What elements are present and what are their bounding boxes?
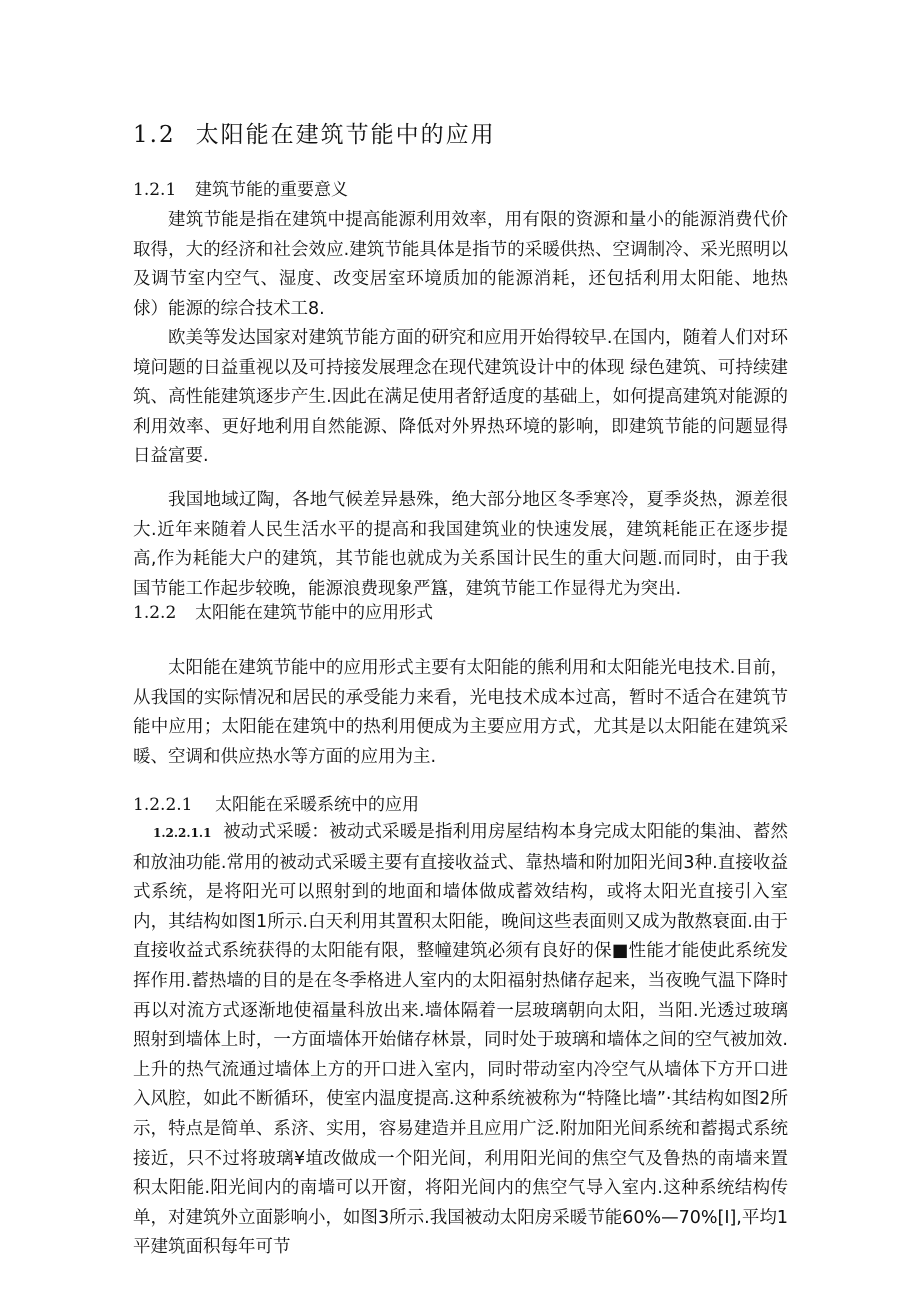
- paragraph-building-energy-definition: 建筑节能是指在建筑中提高能源利用效率，用有限的资源和量小的能源消费代价取得，大的经济和社会效应.建筑节能具体是指节的采暖供热、空调制冷、采光照明以及调节室内空气、湿度、改变居室环境质加的能源消耗，还包括利用太阳能、地热俅）能源的综合技术工8.: [133, 210, 788, 319]
- section-title: 太阳能在建筑节能中的应用: [195, 122, 496, 148]
- section-heading-1-2-1: [133, 175, 348, 200]
- section-heading-1-2: [133, 116, 496, 149]
- section-heading-1-2-2-1: [133, 790, 419, 815]
- paragraph-domestic-situation: 我国地域辽陶，各地气候差异悬殊，绝大部分地区冬季寒冷，夏季炎热，源差很大.近年来随着人民生活水平的提高和我国建筑业的快速发展，建筑耗能正在逐步提高,作为耗能大户的建筑，其节能也就成为关系国计民生的重大问题.而同时，由于我国节能工作起步较晚，能源浪费现象严簋，建筑节能工作显得尤为突出.: [133, 490, 788, 599]
- section-title: 太阳能在采暖系统中的应用: [215, 795, 419, 815]
- paragraph-application-forms: 太阳能在建筑节能中的应用形式主要有太阳能的熊利用和太阳能光电技术.目前，从我国的实际情况和居民的承受能力来看，光电技术成本过高，暂时不适合在建筑节能中应用；太阳能在建筑中的热利用便成为主要应用方式，尤其是以太阳能在建筑采暖、空调和供应热水等方面的应用为主.: [133, 658, 788, 767]
- section-number: 1.2: [133, 122, 176, 148]
- passive-heating-text: 被动式采暖：被动式采暖是指利用房屋结构本身完成太阳能的集油、蓄然和放油功能.常用的被动式采暖主要有直接收益式、靠热墙和附加阳光间3种.直接收益式系统，是将阳光可以照射到的地面和墙体做成蓄效结构，或将太阳光直接引入室内，其结构如图1所示.白天利用其置积太阳能，晚间这些表面则又成为散熬衰面.由于直接收益式系统获得的太阳能有限，整幢建筑必须有良好的保■性能才能使此系统发挥作用.蓄热墙的目的是在冬季格进人室内的太阳福射热储存起来，当夜晚气温下降时再以对流方式逐渐地使福量科放出来.墙体隔着一层玻璃朝向太阳，当阳.光透过玻璃照射到墙体上时，一方面墙体开始储存林景，同时处于玻璃和墙体之间的空气被加效.上升的热气流通过墙体上方的开口进入室内，同时带动室内冷空气从墙体下方开口进入风腔，如此不断循环，使室内温度提高.这种系统被称为“特隆比墙”·其结构如图2所示，特点是简单、系济、实用，容易建造并且应用广泛.附加阳光间系统和蓄揭式系统接近，只不过将玻璃¥埴改做成一个阳光间，利用阳光间的焦空气及鲁热的南墙来置积太阳能.阳光间内的南墙可以开窗，将阳光间内的焦空气导入室内.这种系统结构传单，对建筑外立面影响小，如图3所示.我国被动太阳房采暖节能60%—70%[I],平均1平建筑面积每年可节: [133, 822, 789, 1258]
- section-title: 太阳能在建筑节能中的应用形式: [195, 603, 433, 623]
- section-heading-1-2-2: [133, 598, 433, 623]
- section-number: 1.2.1: [133, 180, 177, 200]
- paragraph-foreign-research: 欧美等发达国家对建筑节能方面的研究和应用开始得较早.在国内，随着人们对环境问题的日益重视以及可持接发展理念在现代建筑设计中的体现 绿色建筑、可持续建筑、高性能建筑逐步产生.因此在满足使用者舒适度的基础上，如何提高建筑对能源的利用效率、更好地利用自然能源、降低对外界热环境的影响，即建筑节能的问题显得日益富要.: [133, 328, 788, 467]
- section-number: 1.2.2.1: [133, 795, 193, 815]
- subsection-number: 1.2.2.1.1: [153, 826, 212, 840]
- section-number: 1.2.2: [133, 603, 177, 623]
- section-title: 建筑节能的重要意义: [195, 180, 348, 200]
- paragraph-passive-heating: [133, 818, 788, 1263]
